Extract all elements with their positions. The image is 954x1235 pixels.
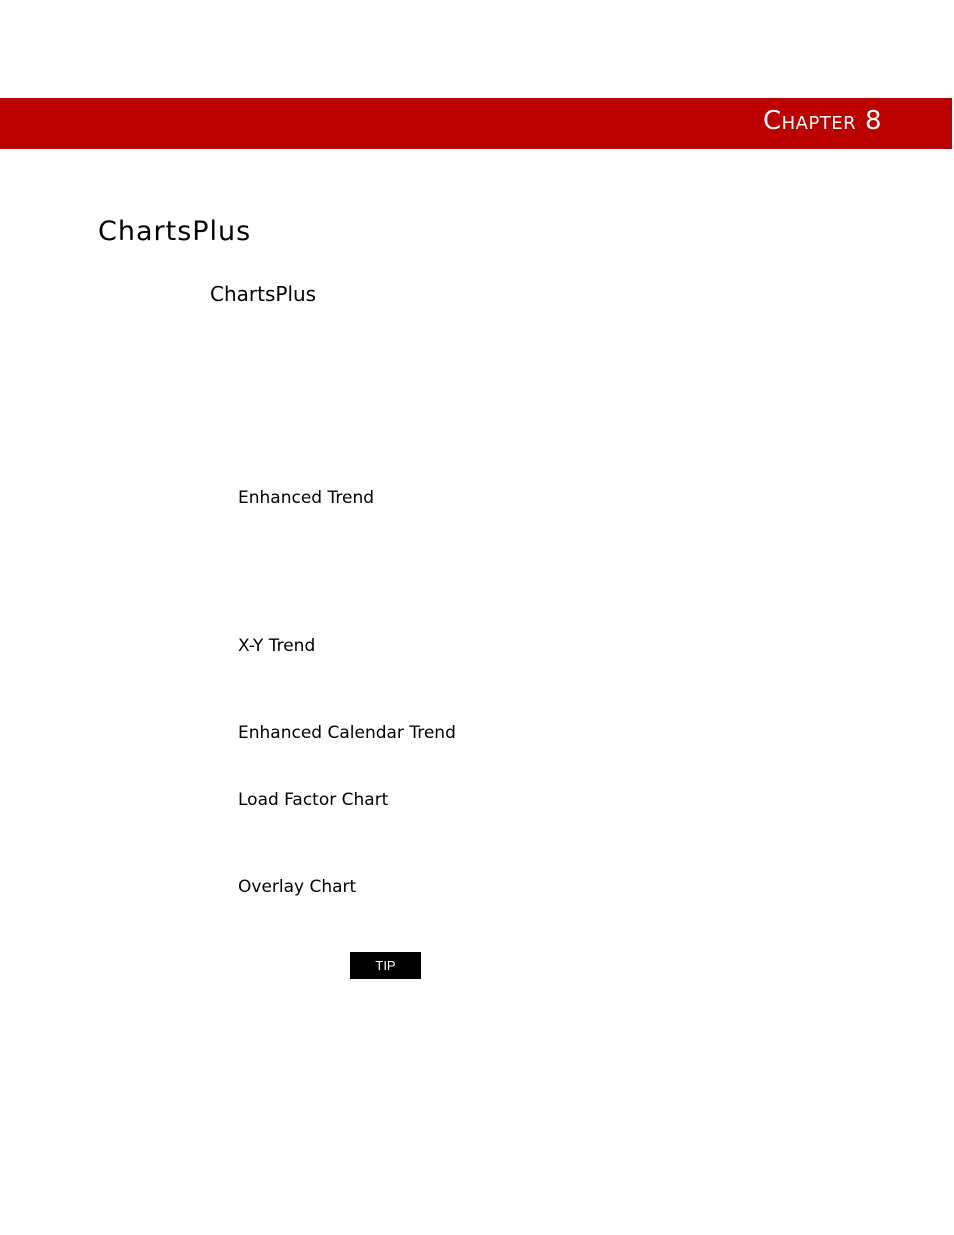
term-enhanced-calendar-trend: Enhanced Calendar Trend: [238, 723, 456, 743]
term-load-factor-chart: Load Factor Chart: [238, 790, 389, 810]
term-enhanced-trend: Enhanced Trend: [238, 488, 375, 508]
page-title: ChartsPlus: [98, 216, 252, 247]
chapter-banner: [0, 98, 952, 149]
term-overlay-chart: Overlay Chart: [238, 877, 357, 897]
chapter-label: Chapter 8: [762, 106, 882, 136]
term-xy-trend: X-Y Trend: [238, 636, 316, 656]
section-heading: ChartsPlus: [210, 282, 317, 306]
tip-badge: TIP: [350, 952, 421, 979]
